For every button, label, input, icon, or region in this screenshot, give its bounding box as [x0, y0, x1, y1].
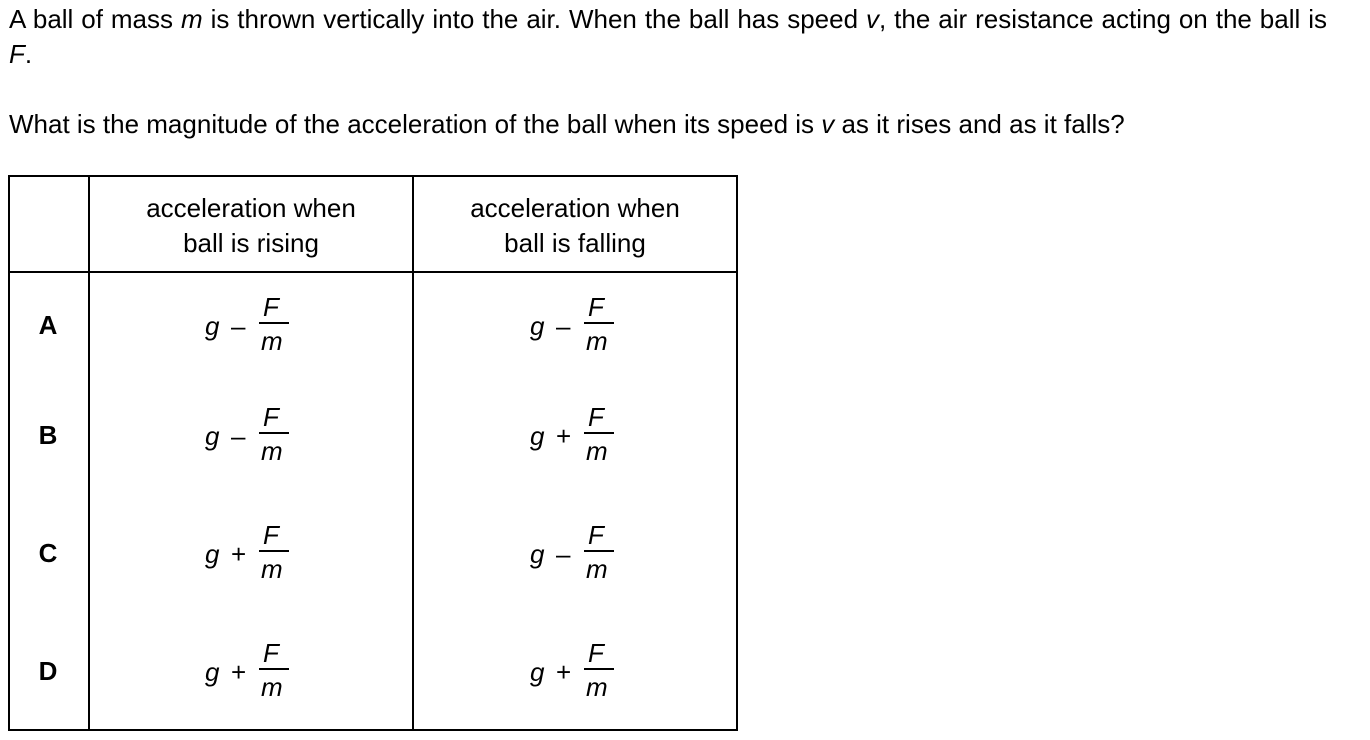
option-label: D	[38, 656, 58, 686]
header-text: acceleration when	[146, 193, 356, 223]
fraction-bar	[259, 432, 289, 434]
question-text: .	[24, 39, 33, 69]
fraction-bar	[259, 668, 289, 670]
header-falling	[414, 191, 736, 261]
fraction-bar	[584, 550, 614, 552]
fraction-bar	[584, 432, 614, 434]
question-text: , the air resistance acting on the ball is	[878, 4, 1328, 34]
header-text: ball is rising	[183, 228, 319, 258]
question-text: is thrown vertically into the air. When the ball has speed	[202, 4, 866, 34]
force-symbol: F	[9, 39, 25, 69]
fraction-bar	[584, 668, 614, 670]
header-text: acceleration when	[470, 193, 680, 223]
question-text: What is the magnitude of the acceleration of the ball when its speed is	[9, 109, 822, 139]
question-paragraph-2	[9, 107, 1327, 142]
option-label: C	[38, 538, 58, 568]
option-label: A	[38, 310, 58, 340]
expression-rising: g – F m	[205, 402, 325, 472]
expression-falling: g – F m	[530, 520, 650, 590]
question-text: A ball of mass	[9, 4, 181, 34]
question-text: as it rises and as it falls?	[834, 109, 1125, 139]
answer-table	[8, 175, 738, 731]
header-text: ball is falling	[504, 228, 646, 258]
expression-rising: g – F m	[205, 292, 325, 362]
option-label: B	[38, 420, 58, 450]
expression-rising: g + F m	[205, 638, 325, 708]
speed-symbol: v	[821, 109, 835, 139]
question-paragraph-1	[9, 2, 1327, 72]
expression-rising: g + F m	[205, 520, 325, 590]
fraction-bar	[584, 322, 614, 324]
mass-symbol: m	[180, 4, 203, 34]
expression-falling: g + F m	[530, 638, 650, 708]
expression-falling: g – F m	[530, 292, 650, 362]
fraction-bar	[259, 322, 289, 324]
fraction-bar	[259, 550, 289, 552]
speed-symbol: v	[865, 4, 879, 34]
expression-falling: g + F m	[530, 402, 650, 472]
header-rising	[90, 191, 412, 261]
header-divider	[10, 271, 736, 273]
